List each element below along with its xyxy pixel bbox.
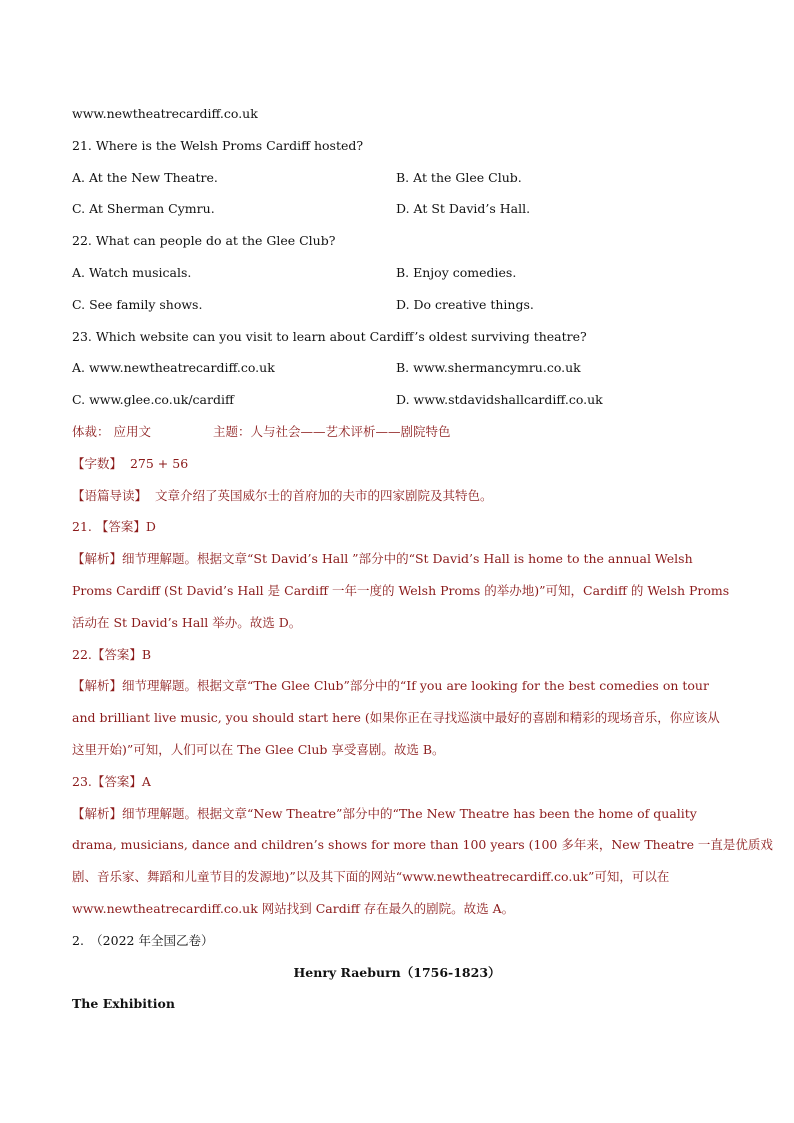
option-a: A. Watch musicals. xyxy=(72,264,192,280)
genre-theme-line xyxy=(72,416,722,448)
wordcount-value: 275 + 56 xyxy=(129,455,189,471)
question-21-stem: 21. Where is the Welsh Proms Cardiff hosted? xyxy=(72,137,364,153)
analysis-label: 【解析】 xyxy=(72,551,123,567)
analysis-22-line-3: 这里开始)”可知，人们可以在 The Glee Club 享受喜剧。故选 B。 xyxy=(72,741,445,757)
option-c: C. At Sherman Cymru. xyxy=(72,201,215,217)
option-b: B. www.shermancymru.co.uk xyxy=(396,360,581,376)
next-item-subheading: The Exhibition xyxy=(72,996,175,1012)
answer-22: 22.【答案】B xyxy=(72,646,152,662)
genre-label: 体裁： 应用文 xyxy=(72,423,151,439)
top-url: www.newtheatrecardiff.co.uk xyxy=(72,106,258,121)
next-item-title: Henry Raeburn（1756-1823） xyxy=(293,964,501,980)
analysis-23-line-2: drama, musicians, dance and children’s shows for more than 100 years (100 多年来，New Theatre 一直是优质戏 xyxy=(72,837,773,853)
question-21-options-row-1 xyxy=(72,162,722,194)
question-22-stem: 22. What can people do at the Glee Club? xyxy=(72,233,336,249)
wordcount-line xyxy=(72,448,722,480)
analysis-text: 细节理解题。根据文章“St David’s Hall ”部分中的“St David’s Hall is home to the annual Welsh xyxy=(122,551,693,567)
option-b: B. At the Glee Club. xyxy=(396,169,522,185)
analysis-23-line-1 xyxy=(72,798,722,830)
guide-label: 【语篇导读】 xyxy=(72,487,148,503)
document-page xyxy=(72,98,773,1020)
analysis-21-line-1 xyxy=(72,543,722,575)
analysis-label: 【解析】 xyxy=(72,805,123,821)
option-a: A. www.newtheatrecardiff.co.uk xyxy=(72,360,275,376)
analysis-21-line-3: 活动在 St David’s Hall 举办。故选 D。 xyxy=(72,614,302,630)
analysis-23-line-4: www.newtheatrecardiff.co.uk 网站找到 Cardiff 存在最久的剧院。故选 A。 xyxy=(72,900,515,916)
analysis-text: 细节理解题。根据文章“The Glee Club”部分中的“If you are looking for the best comedies on tour xyxy=(122,678,709,694)
analysis-22-line-1 xyxy=(72,670,722,702)
option-d: D. Do creative things. xyxy=(396,296,534,312)
analysis-23-line-3: 剧、音乐家、舞蹈和儿童节目的发源地)”以及其下面的网站“www.newtheatrecardiff.co.uk”可知，可以在 xyxy=(72,869,670,885)
analysis-22-line-2: and brilliant live music, you should start here (如果你正在寻找巡演中最好的喜剧和精彩的现场音乐，你应该从 xyxy=(72,710,720,726)
option-a: A. At the New Theatre. xyxy=(72,169,218,185)
guide-line xyxy=(72,480,722,512)
question-22-options-row-2 xyxy=(72,289,722,321)
question-23-options-row-2 xyxy=(72,384,722,416)
guide-text: 文章介绍了英国威尔士的首府加的夫市的四家剧院及其特色。 xyxy=(154,487,493,503)
option-c: C. www.glee.co.uk/cardiff xyxy=(72,392,234,408)
next-item-number: 2. （2022 年全国乙卷） xyxy=(72,932,214,948)
option-c: C. See family shows. xyxy=(72,296,203,312)
analysis-21-line-2: Proms Cardiff (St David’s Hall 是 Cardiff 一年一度的 Welsh Proms 的举办地)”可知，Cardiff 的 Welsh Proms xyxy=(72,582,730,598)
analysis-label: 【解析】 xyxy=(72,678,123,694)
analysis-text: 细节理解题。根据文章“New Theatre”部分中的“The New Theatre has been the home of quality xyxy=(122,805,697,821)
theme-label: 主题：人与社会——艺术评析——剧院特色 xyxy=(212,423,451,439)
option-d: D. At St David’s Hall. xyxy=(396,201,531,217)
question-23-stem: 23. Which website can you visit to learn about Cardiff’s oldest surviving theatre? xyxy=(72,328,587,344)
answer-21: 21. 【答案】D xyxy=(72,519,156,535)
question-21-options-row-2 xyxy=(72,193,722,225)
answer-23: 23.【答案】A xyxy=(72,773,151,789)
question-23-options-row-1 xyxy=(72,352,722,384)
question-22-options-row-1 xyxy=(72,257,722,289)
option-b: B. Enjoy comedies. xyxy=(396,264,517,280)
wordcount-label: 【字数】 xyxy=(72,455,123,471)
option-d: D. www.stdavidshallcardiff.co.uk xyxy=(396,392,603,408)
